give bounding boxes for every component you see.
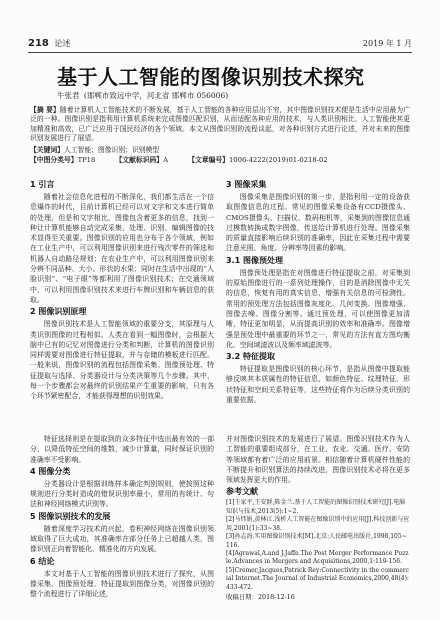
paper-title: 基于人工智能的图像识别技术探究 (57, 65, 365, 89)
reference-item: [4]Agrawal,A.and J.Jaffe.The Post Merger Performance Puzzle.Advances in Mergers and Acquisitions,2000,1:119-156. (226, 549, 409, 566)
doc-code-group (116, 156, 169, 164)
issue-date: 2019 年 1 月 (362, 39, 412, 48)
column-left-top (30, 178, 214, 402)
section-heading-trend: 5 图像识别技术的发展 (30, 511, 111, 521)
running-header (28, 38, 412, 53)
section-heading-acquisition: 3 图像采集 (226, 180, 267, 189)
paragraph: 分类器设计是根据训练样本确定判别规则，使按照这种规则进行分类时造成的错误识别率最小，常用的有统计、句法和神经网络模式识别等。 (30, 479, 214, 509)
keywords-label: 【关键词】 (30, 146, 64, 154)
author-line (57, 91, 228, 101)
column-right-bottom (226, 434, 410, 602)
paragraph: 图像预处理是指在对图像进行特征提取之前，对采集到的原始图像进行的一系列处理操作，目的是消除图像中无关的信息，恢复有用的真实信息，增强有关信息的可检测性。常用的预处理方法包括图像灰度化、几何变换、图像增强、图像去噪、图像分割等。通过预处理，可以使图像更加清晰，特征更加明显，从而提高识别的效率和准确率。图像增强是预处理中最重要的环节之一，常见的方法有直方图均衡化、空间域滤波以及频率域滤波等。 (226, 268, 410, 349)
paragraph: 图像识别技术是人工智能领域的重要分支，其原理与人类识别图像的过程相似。人类在看到一幅图像时，会根据大脑中已有的记忆对图像进行分类和判断，计算机的图像识别同样需要对图像进行特征提取，并与存储的模板进行匹配。一般来说，图像识别的流程包括图像采集、图像预处理、特征提取与选择、分类器设计与分类决策等几个步骤。其中，每一个步骤都会对最终的识别结果产生重要的影响，只有各个环节紧密配合，才能获得理想的识别效果。 (30, 320, 214, 401)
clc-group (30, 156, 95, 164)
doc-code-label: 【文献标识码】 (115, 156, 164, 164)
article-no-label: 【文章编号】 (188, 156, 229, 164)
clc-label: 【中图分类号】 (30, 156, 78, 164)
abstract-text: 随着计算机人工智能技术的不断发展，基于人工智能的各种应用层出不穷，其中图像识别技术便是生活中应用最为广泛的一种。图像识别是指利用计算机系统来完成图像匹配识别，从而适配各种应用的技术，与人类识别相比，人工智能使其更加精准和高效，已广泛应用于国民经济的各个领域。本文从图像识别的流程谈起，对各种识别方式进行论述，并对未来的图像识别发展进行了展望。 (30, 106, 410, 143)
reference-item: [3]孙志海.实用图像识别技术[M].北京:人民邮电出版社,1998,105~116. (226, 533, 407, 549)
reference-item: [2]马炜娟,黄林江.浅析人工智能在图像识别中的应用[J].科技创新与应用,2001(1):33~38. (226, 516, 410, 532)
section-heading-classify: 4 图像分类 (30, 466, 71, 476)
keywords-text: 人工智能；图像识别；识别模型 (63, 146, 160, 154)
author-name: 牛张君 (57, 91, 80, 100)
column-left-bottom (30, 434, 214, 600)
article-no-value: 1006-4222(2019)01-0218-02 (228, 156, 328, 164)
reference-list (226, 499, 410, 591)
section-heading-preprocess: 3.1 图像预处理 (226, 255, 283, 265)
section-heading-principle: 2 图像识别原理 (30, 307, 87, 317)
abstract (30, 106, 410, 144)
body-region-top (30, 178, 410, 430)
paragraph: 本文对基于人工智能的图像识别技术进行了探究，从图像采集、图像预处理、特征提取到图像分类，对图像识别的整个流程进行了详细论述， (30, 569, 214, 599)
classification-line (30, 156, 410, 165)
column-right-top (226, 178, 410, 405)
clc-value: TP18 (77, 156, 96, 164)
section-name: 论述 (54, 39, 71, 48)
reference-item: [1]王家平,王安群,陈金兰.基于人工智能的图像识别技术研究[J].电脑知识与技术,2013(5):1~2. (226, 499, 406, 515)
section-heading-intro: 1 引言 (30, 180, 55, 189)
received-date: 收稿日期：2018-12-16 (226, 592, 295, 601)
paragraph: 特征选择则是在提取到的众多特征中选出最有效的一部分，以降低特征空间的维数，减少计算量，同时保证识别的准确率不受影响。 (30, 435, 214, 464)
paragraph: 随着社会信息化进程的不断深化，我们都生活在一个信息爆炸的时代，目前计算机已经可以对文字和文本进行简单的处理，但是和文字相比，图像包含着更多的信息，找到一种让计算机能够自动完成采集、处理、识别、编辑图像的技术显得至关重要。图像识别的应用也分布于各个领域，例如在工业生产中，可以利用图像识别来进行残次零件的筛选和机器人自动路径规划；在农业生产中，可以利用图像识别来分辨不同品种、大小、形状的水果；同时在生活中出现的“人脸识别”、“电子眼”等都利用了图像识别技术；在交通领域中，可以利用图像识别技术来进行车牌识别和车辆信息的获取。 (30, 193, 214, 304)
body-region-bottom (30, 434, 410, 614)
abstract-label: 【摘 要】 (30, 106, 60, 114)
article-no-group (188, 156, 327, 164)
keywords (30, 146, 410, 155)
page-number: 218 (28, 38, 49, 49)
reference-item: [5]Cremer,Jacques,Patrick Rey:Connectivity in the commercial Internet.The Journal of Industrial Economics,2000,48(4):433-472. (226, 566, 410, 591)
references-heading: 参考文献 (226, 487, 258, 497)
paragraph: 特征提取是图像识别的核心环节，是指从图像中提取能够反映其本质属性的特征信息，如颜色特征、纹理特征、形状特征和空间关系特征等，这些特征将作为后续分类识别的重要依据。 (226, 365, 410, 405)
doc-code-value: A (163, 156, 169, 164)
section-heading-feature: 3.2 特征提取 (226, 352, 275, 362)
paragraph: 并对图像识别技术的发展进行了展望。图像识别技术作为人工智能的重要组成部分，在工业、农业、交通、医疗、安防等领域都有着广泛的应用前景。相信随着计算机硬件性能的不断提升和识别算法的持续改进，图像识别技术必将在更多领域发挥更大的作用。 (226, 435, 410, 485)
paragraph: 图像采集是图像识别的第一步，是指利用一定的设备获取图像信息的过程。常见的图像采集设备有CCD摄像头、CMOS摄像头、扫描仪、数码相机等，采集到的图像信息通过模数转换成数字图像，传送给计算机进行处理。图像采集的质量直接影响后续识别的准确率，因此在采集过程中需要注意光照、角度、分辨率等因素的影响。 (226, 193, 410, 253)
section-heading-conclusion: 6 结论 (30, 556, 55, 566)
paragraph: 随着深度学习技术的兴起，卷积神经网络在图像识别领域取得了巨大成功，其准确率在部分任务上已超越人类，图像识别正向着智能化、精准化的方向发展。 (30, 524, 214, 554)
author-affiliation: (邯郸市致远中学，河北省 邯郸市 056006) (83, 91, 229, 100)
